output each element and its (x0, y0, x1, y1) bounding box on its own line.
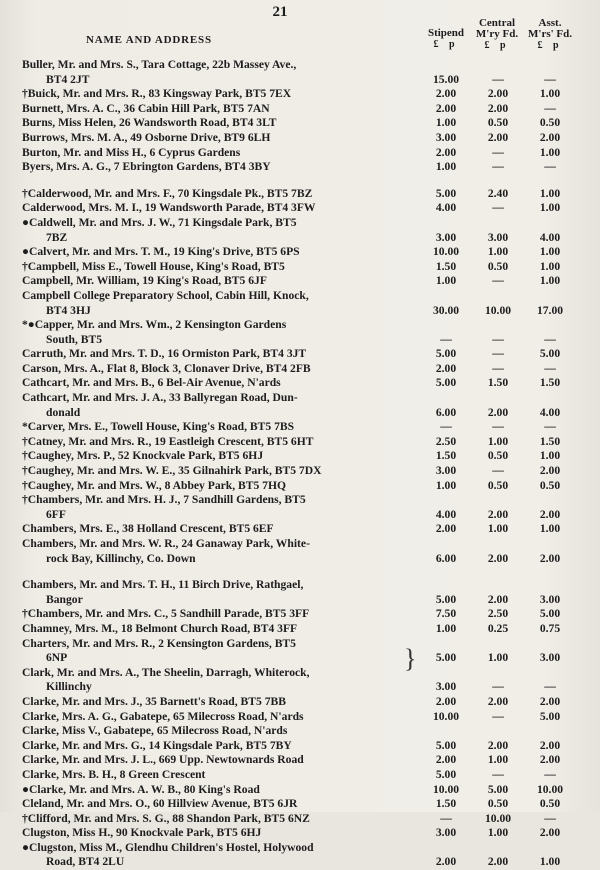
asst-value: 2.00 (539, 130, 561, 144)
list-item (0, 58, 600, 73)
entry-name-address: Chamney, Mrs. M., 18 Belmont Church Road, BT4 3FF (22, 621, 298, 635)
stipend-value: 2.00 (435, 753, 457, 767)
stipend-value: 5.00 (435, 592, 457, 606)
list-item (0, 131, 600, 146)
asst-value: 10.00 (536, 782, 564, 796)
stipend-value: 3.00 (435, 826, 457, 840)
stipend-value: 1.00 (435, 478, 457, 492)
entry-name-address: Carson, Mrs. A., Flat 8, Block 3, Clonaver Drive, BT4 2FB (22, 361, 311, 375)
list-item (0, 464, 600, 479)
entry-name-address: Campbell College Preparatory School, Cabin Hill, Knock, (22, 288, 309, 302)
entry-name-address: Chambers, Mr. and Mrs. W. R., 24 Ganaway Park, White- (22, 537, 310, 550)
list-item (0, 680, 600, 695)
list-item (0, 73, 600, 88)
list-item (0, 593, 600, 608)
entry-name-address: †Chambers, Mr. and Mrs. C., 5 Sandhill Parade, BT5 3FF (22, 607, 310, 621)
asst-value: — (544, 811, 556, 825)
list-item (0, 187, 600, 202)
list-item (0, 347, 600, 362)
asst-value: 3.00 (539, 651, 561, 665)
central-value: 10.00 (484, 811, 512, 825)
stipend-value: 3.00 (435, 680, 457, 694)
entry-name-address: Clark, Mr. and Mrs. A., The Sheelin, Darragh, Whiterock, (22, 665, 310, 679)
asst-value: 1.00 (539, 449, 561, 463)
central-value: 2.00 (487, 855, 509, 869)
entry-name-address: Clarke, Mrs. A. G., Gabatepe, 65 Milecross Road, N'ards (22, 709, 304, 723)
central-value: — (492, 160, 504, 174)
entry-name-address: ●Clarke, Mr. and Mrs. A. W. B., 80 King's Road (22, 782, 260, 796)
stipend-value: 2.00 (435, 101, 457, 115)
central-label: Central (478, 17, 516, 29)
asst-value: 5.00 (539, 607, 561, 621)
central-value: 1.00 (487, 651, 509, 665)
asst-value: 1.00 (539, 201, 561, 215)
central-value: 2.00 (487, 551, 509, 565)
entry-name-address: Clarke, Mr. and Mrs. J., 35 Barnett's Road, BT5 7BB (22, 694, 286, 708)
central-value: 2.00 (487, 694, 509, 708)
asst-value: 1.00 (539, 245, 561, 259)
stipend-value: 7.50 (435, 607, 457, 621)
section-gap (0, 175, 600, 187)
list-item (0, 637, 600, 652)
entry-name-address: †Catney, Mr. and Mrs. R., 19 Eastleigh Crescent, BT5 6HT (22, 434, 314, 448)
stipend-value: 1.00 (435, 116, 457, 130)
entry-name-address: †Caughey, Mr. and Mrs. W., 8 Abbey Park, BT5 7HQ (22, 478, 287, 492)
central-value: — (492, 332, 504, 346)
entry-name-address: Cathcart, Mr. and Mrs. J. A., 33 Ballyregan Road, Dun- (22, 391, 298, 405)
list-item (0, 216, 600, 231)
asst-value: 4.00 (539, 405, 561, 419)
asst-value: — (544, 680, 556, 694)
asst-value: 2.00 (539, 738, 561, 752)
central-value: — (492, 709, 504, 723)
entry-name-address: Clarke, Mr. and Mrs. J. L., 669 Upp. Newtownards Road (22, 753, 304, 767)
central-value: 2.00 (487, 592, 509, 606)
entry-name-address: Clarke, Miss V., Gabatepe, 65 Milecross Road, N'ards (22, 724, 288, 738)
asst-value: 1.00 (539, 855, 561, 869)
entry-name-address: Cleland, Mr. and Mrs. O., 60 Hillview Avenue, BT5 6JR (22, 797, 298, 811)
list-item (0, 420, 600, 435)
asst-value: 1.00 (539, 259, 561, 273)
entry-name-address: Chambers, Mr. and Mrs. T. H., 11 Birch Drive, Rathgael, (22, 578, 304, 592)
asst-value: 1.50 (539, 376, 561, 390)
name-address-heading: NAME AND ADDRESS (86, 34, 212, 46)
stipend-value: 1.50 (435, 259, 457, 273)
list-item (0, 260, 600, 275)
stipend-value: 5.00 (435, 738, 457, 752)
entry-name-address: †Caughey, Mr. and Mrs. W. E., 35 Gilnahirk Park, BT5 7DX (22, 464, 322, 478)
asst-value: 0.75 (539, 621, 561, 635)
central-value: 0.50 (487, 449, 509, 463)
entry-name-address: Calderwood, Mrs. M. I., 19 Wandsworth Parade, BT4 3FW (22, 201, 316, 215)
asst-value: 1.00 (539, 522, 561, 536)
column-header (0, 16, 600, 56)
asst-value: 2.00 (539, 464, 561, 478)
entry-name-address: Chambers, Mrs. E., 38 Holland Crescent, BT5 6EF (22, 522, 274, 536)
central-value: 2.00 (487, 507, 509, 521)
entry-name-address: †Calderwood, Mr. and Mrs. F., 70 Kingsdale Pk., BT5 7BZ (22, 186, 313, 200)
asst-currency: £ p (537, 40, 563, 51)
asst-value: 1.00 (539, 145, 561, 159)
list-item (0, 493, 600, 508)
list-item (0, 449, 600, 464)
list-item (0, 552, 600, 567)
asst-value: 2.00 (539, 551, 561, 565)
list-item (0, 245, 600, 260)
entry-name-address: Charters, Mr. and Mrs. R., 2 Kensington Gardens, BT5 (22, 636, 296, 650)
central-value: 0.50 (487, 259, 509, 273)
stipend-value: 5.00 (435, 651, 457, 665)
list-item (0, 435, 600, 450)
asst-heading (521, 18, 579, 51)
entry-name-address: Byers, Mrs. A. G., 7 Ebrington Gardens, BT4 3BY (22, 160, 271, 174)
stipend-value: 15.00 (432, 72, 460, 86)
stipend-value: 4.00 (435, 201, 457, 215)
list-item (0, 116, 600, 131)
list-item (0, 710, 600, 725)
asst-value: — (544, 72, 556, 86)
asst-value: 5.00 (539, 709, 561, 723)
stipend-value: — (440, 811, 452, 825)
asst-value: — (544, 420, 556, 434)
central-value: 5.00 (487, 782, 509, 796)
entry-name-address: Burton, Mr. and Miss H., 6 Cyprus Gardens (22, 145, 241, 159)
central-value: — (492, 464, 504, 478)
central-value: 1.50 (487, 376, 509, 390)
central-value: 1.00 (487, 245, 509, 259)
asst-value: 17.00 (536, 303, 564, 317)
stipend-value: 2.00 (435, 361, 457, 375)
entry-name-address: Cathcart, Mr. and Mrs. B., 6 Bel-Air Avenue, N'ards (22, 376, 281, 390)
asst-value: — (544, 101, 556, 115)
list-item (0, 607, 600, 622)
central-value: — (492, 201, 504, 215)
asst-value: 2.00 (539, 826, 561, 840)
list-item (0, 146, 600, 161)
list-item (0, 797, 600, 812)
list-item (0, 362, 600, 377)
entry-name-address: 6FF (46, 507, 66, 521)
asst-value: 0.50 (539, 797, 561, 811)
entry-name-address: Killinchy (46, 680, 92, 694)
entry-name-address: *Carver, Mrs. E., Towell House, King's Road, BT5 7BS (22, 420, 295, 434)
entry-name-address: ●Clugston, Miss M., Glendhu Children's Hostel, Holywood (22, 840, 314, 854)
list-item (0, 855, 600, 870)
entry-name-address: *●Capper, Mr. and Mrs. Wm., 2 Kensington Gardens (22, 318, 287, 332)
list-item (0, 376, 600, 391)
list-item (0, 826, 600, 841)
list-item (0, 333, 600, 348)
asst-value: — (544, 160, 556, 174)
central-value: — (492, 680, 504, 694)
stipend-value: 6.00 (435, 551, 457, 565)
list-item (0, 87, 600, 102)
list-item (0, 753, 600, 768)
stipend-value: 2.00 (435, 145, 457, 159)
entry-name-address: Road, BT4 2LU (46, 855, 125, 869)
stipend-value: 3.00 (435, 130, 457, 144)
asst-label: Asst. (538, 17, 562, 29)
asst-value: 2.00 (539, 507, 561, 521)
central-heading (469, 18, 525, 51)
entry-name-address: BT4 3HJ (46, 303, 91, 317)
entry-name-address: Carruth, Mr. and Mrs. T. D., 16 Ormiston Park, BT4 3JT (22, 347, 307, 361)
list-item (0, 537, 600, 552)
stipend-value: 1.50 (435, 449, 457, 463)
stipend-value: 3.00 (435, 230, 457, 244)
central-value: — (492, 274, 504, 288)
list-item (0, 651, 600, 666)
central-value: 0.50 (487, 797, 509, 811)
list-item (0, 406, 600, 421)
central-value: 1.00 (487, 522, 509, 536)
entry-name-address: Campbell, Mr. William, 19 King's Road, BT5 6JF (22, 274, 267, 288)
list-item (0, 724, 600, 739)
asst-value: 1.00 (539, 87, 561, 101)
asst-value: 2.00 (539, 753, 561, 767)
entry-name-address: †Buick, Mr. and Mrs. R., 83 Kingsway Park, BT5 7EX (22, 87, 292, 101)
central-value: 1.00 (487, 753, 509, 767)
stipend-value: 2.00 (435, 522, 457, 536)
central-value: 0.25 (487, 621, 509, 635)
list-item (0, 666, 600, 681)
stipend-value: 2.00 (435, 87, 457, 101)
list-item (0, 695, 600, 710)
central-value: 1.00 (487, 826, 509, 840)
entry-name-address: Clugston, Miss H., 90 Knockvale Park, BT5 6HJ (22, 826, 262, 840)
central-value: 0.50 (487, 478, 509, 492)
list-item (0, 622, 600, 637)
stipend-value: 1.00 (435, 274, 457, 288)
stipend-value: 5.00 (435, 186, 457, 200)
stipend-value: 10.00 (432, 782, 460, 796)
list-item (0, 739, 600, 754)
asst-value: 2.00 (539, 694, 561, 708)
central-currency: £ p (484, 40, 510, 51)
list-item (0, 522, 600, 537)
entry-name-address: 7BZ (46, 230, 68, 244)
central-value: — (492, 420, 504, 434)
list-item (0, 160, 600, 175)
central-value: — (492, 72, 504, 86)
list-item (0, 318, 600, 333)
stipend-label: Stipend (427, 27, 465, 39)
central-value: 10.00 (484, 303, 512, 317)
entry-name-address: South, BT5 (46, 332, 103, 346)
entry-name-address: Buller, Mr. and Mrs. S., Tara Cottage, 22b Massey Ave., (22, 58, 297, 71)
central-value: 3.00 (487, 230, 509, 244)
list-item (0, 304, 600, 319)
entry-name-address: †Caughey, Mrs. P., 52 Knockvale Park, BT5 6HJ (22, 449, 264, 463)
entry-name-address: BT4 2JT (46, 72, 90, 86)
stipend-value: 1.00 (435, 621, 457, 635)
stipend-value: 6.00 (435, 405, 457, 419)
central-value: 2.50 (487, 607, 509, 621)
contributor-list (0, 58, 600, 870)
entry-name-address: †Chambers, Mr. and Mrs. H. J., 7 Sandhill Gardens, BT5 (22, 493, 306, 507)
list-item (0, 783, 600, 798)
stipend-value: 10.00 (432, 245, 460, 259)
section-gap (0, 566, 600, 578)
central-value: — (492, 145, 504, 159)
asst-value: 3.00 (539, 592, 561, 606)
central-value: 2.40 (487, 186, 509, 200)
list-item (0, 812, 600, 827)
asst-value: — (544, 361, 556, 375)
entry-name-address: 6NP (46, 651, 68, 665)
central-value: — (492, 361, 504, 375)
asst-value: 5.00 (539, 347, 561, 361)
asst-value: 1.00 (539, 186, 561, 200)
stipend-value: — (440, 332, 452, 346)
central-value: 2.00 (487, 130, 509, 144)
entry-name-address: Bangor (46, 592, 83, 606)
central-value: — (492, 767, 504, 781)
central-value: 2.00 (487, 738, 509, 752)
entry-name-address: ●Caldwell, Mr. and Mrs. J. W., 71 Kingsdale Park, BT5 (22, 215, 297, 229)
stipend-value: 2.50 (435, 434, 457, 448)
entry-name-address: Burnett, Mrs. A. C., 36 Cabin Hill Park, BT5 7AN (22, 101, 270, 115)
stipend-value: 10.00 (432, 709, 460, 723)
entry-name-address: ●Calvert, Mr. and Mrs. T. M., 19 King's Drive, BT5 6PS (22, 245, 300, 259)
page-number: 21 (272, 4, 288, 20)
stipend-value: 5.00 (435, 347, 457, 361)
entry-name-address: Burrows, Mrs. M. A., 49 Osborne Drive, BT9 6LH (22, 130, 271, 144)
stipend-value: 3.00 (435, 464, 457, 478)
stipend-value: 1.50 (435, 797, 457, 811)
entry-name-address: Clarke, Mrs. B. H., 8 Green Crescent (22, 767, 206, 781)
central-value: 2.00 (487, 101, 509, 115)
entry-name-address: Burns, Miss Helen, 26 Wandsworth Road, BT4 3LT (22, 116, 277, 130)
stipend-value: 5.00 (435, 767, 457, 781)
stipend-value: 4.00 (435, 507, 457, 521)
list-item (0, 768, 600, 783)
mrs-fd-label: M'rs' Fd. (528, 28, 572, 40)
entry-name-address: †Campbell, Miss E., Towell House, King's Road, BT5 (22, 259, 285, 273)
stipend-currency: £ p (433, 39, 459, 50)
list-item (0, 201, 600, 216)
brace-mark: } (404, 644, 417, 673)
asst-value: 0.50 (539, 116, 561, 130)
list-item (0, 841, 600, 856)
stipend-heading (420, 28, 472, 50)
list-item (0, 289, 600, 304)
stipend-value: 2.00 (435, 855, 457, 869)
list-item (0, 391, 600, 406)
entry-name-address: Clarke, Mr. and Mrs. G., 14 Kingsdale Park, BT5 7BY (22, 738, 292, 752)
entry-name-address: donald (46, 405, 81, 419)
central-value: 1.00 (487, 434, 509, 448)
list-item (0, 102, 600, 117)
stipend-value: 30.00 (432, 303, 460, 317)
asst-value: 1.00 (539, 274, 561, 288)
stipend-value: 2.00 (435, 694, 457, 708)
asst-value: — (544, 767, 556, 781)
central-value: 2.00 (487, 405, 509, 419)
asst-value: 0.50 (539, 478, 561, 492)
asst-value: — (544, 332, 556, 346)
list-item (0, 479, 600, 494)
mry-fd-label: M'ry Fd. (475, 28, 519, 40)
central-value: 0.50 (487, 116, 509, 130)
central-value: 2.00 (487, 87, 509, 101)
asst-value: 4.00 (539, 230, 561, 244)
asst-value: 1.50 (539, 434, 561, 448)
list-item (0, 578, 600, 593)
entry-name-address: rock Bay, Killinchy, Co. Down (46, 551, 196, 565)
list-item (0, 508, 600, 523)
stipend-value: — (440, 420, 452, 434)
entry-name-address: †Clifford, Mr. and Mrs. S. G., 88 Shandon Park, BT5 6NZ (22, 811, 310, 825)
list-item (0, 274, 600, 289)
list-item (0, 231, 600, 246)
stipend-value: 5.00 (435, 376, 457, 390)
central-value: — (492, 347, 504, 361)
stipend-value: 1.00 (435, 160, 457, 174)
